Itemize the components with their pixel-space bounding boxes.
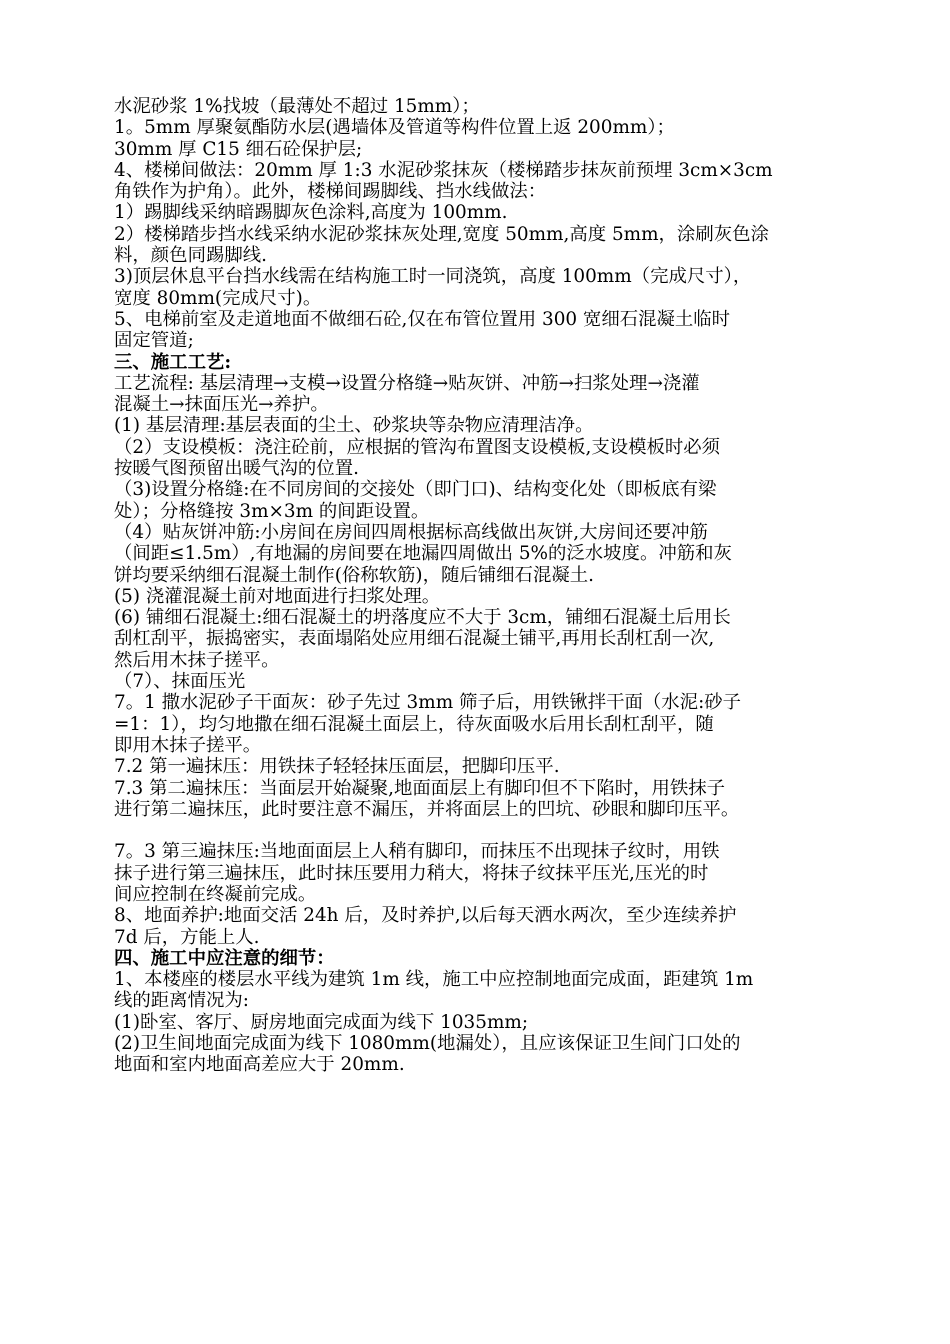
text-line: 按暖气图预留出暖气沟的位置. [114, 458, 359, 480]
text-line: 宽度 80mm(完成尺寸)。 [114, 287, 322, 309]
text-line: 30mm 厚 C15 细石砼保护层; [114, 138, 363, 160]
text-line: (1)卧室、客厅、厨房地面完成面为线下 1035mm; [114, 1011, 529, 1033]
text-line: 饼均要采纳细石混凝土制作(俗称软筋)，随后铺细石混凝土. [114, 564, 594, 586]
text-line: 7.2 第一遍抹压：用铁抹子轻轻抹压面层，把脚印压平. [114, 756, 560, 778]
text-line: （7）、抹面压光 [114, 671, 246, 693]
text-line: 1、本楼座的楼层水平线为建筑 1m 线，施工中应控制地面完成面，距建筑 1m [114, 969, 754, 991]
text-line: 工艺流程: 基层清理→支模→设置分格缝→贴灰饼、冲筋→扫浆处理→浇灌 [114, 372, 700, 394]
text-line: 然后用木抹子搓平。 [114, 649, 280, 671]
text-line: 间应控制在终凝前完成。 [114, 883, 317, 905]
text-line: 抹子进行第三遍抹压，此时抹压要用力稍大，将抹子纹抹平压光,压光的时 [114, 862, 709, 884]
text-line: 2）楼梯踏步挡水线采纳水泥砂浆抹灰处理,宽度 50mm,高度 5mm，涂刷灰色涂 [114, 223, 769, 245]
text-line: 即用木抹子搓平。 [114, 734, 262, 756]
text-line: 7。3 第三遍抹压:当地面面层上人稍有脚印，而抹压不出现抹子纹时，用铁 [114, 841, 720, 863]
document-page [114, 96, 876, 1076]
text-line: 7d 后，方能上人. [114, 926, 260, 948]
text-line: 5、电梯前室及走道地面不做细石砼,仅在布管位置用 300 宽细石混凝土临时 [114, 308, 731, 330]
text-line: （4）贴灰饼冲筋:小房间在房间四周根据标高线做出灰饼,大房间还要冲筋 [114, 521, 708, 543]
text-line: 4、楼梯间做法：20mm 厚 1:3 水泥砂浆抹灰（楼梯踏步抹灰前预埋 3cm×3cm [114, 159, 773, 181]
text-line: （2）支设模板：浇注砼前，应根据的管沟布置图支设模板,支设模板时必须 [114, 436, 721, 458]
text-line: 水泥砂浆 1%找坡（最薄处不超过 15mm）； [114, 96, 480, 117]
text-line: 7。1 撒水泥砂子干面灰：砂子先过 3mm 筛子后，用铁锹拌干面（水泥:砂子 [114, 692, 742, 714]
text-line: （间距≤1.5m）,有地漏的房间要在地漏四周做出 5%的泛水坡度。冲筋和灰 [114, 543, 732, 565]
text-line: 刮杠刮平，振捣密实，表面塌陷处应用细石混凝土铺平,再用长刮杠刮一次, [114, 628, 715, 650]
text-line: 固定管道; [114, 330, 194, 352]
text-line: 3)顶层休息平台挡水线需在结构施工时一同浇筑，高度 100mm（完成尺寸）， [114, 266, 752, 288]
text-line: (6) 铺细石混凝土:细石混凝土的坍落度应不大于 3cm，铺细石混凝土后用长 [114, 607, 731, 629]
text-line: (2)卫生间地面完成面为线下 1080mm(地漏处），且应该保证卫生间门口处的 [114, 1033, 741, 1055]
text-line: =1：1），均匀地撒在细石混凝土面层上，待灰面吸水后用长刮杠刮平，随 [114, 713, 714, 735]
text-line: （3)设置分格缝:在不同房间的交接处（即门口)、结构变化处（即板底有梁 [114, 479, 717, 501]
text-line: (1) 基层清理:基层表面的尘土、砂浆块等杂物应清理洁净。 [114, 415, 594, 437]
text-line: 料，颜色同踢脚线. [114, 245, 267, 267]
text-line: 混凝土→抹面压光→养护。 [114, 394, 329, 416]
text-line: 处）；分格缝按 3m×3m 的间距设置。 [114, 500, 430, 522]
text-line: 角铁作为护角）。此外，楼梯间踢脚线、挡水线做法： [114, 181, 547, 203]
blank-line [114, 820, 876, 841]
text-line: 地面和室内地面高差应大于 20mm. [114, 1054, 405, 1076]
text-line: 进行第二遍抹压，此时要注意不漏压，并将面层上的凹坑、砂眼和脚印压平。 [114, 798, 740, 820]
text-line: 1）踢脚线采纳暗踢脚灰色涂料,高度为 100mm. [114, 202, 508, 224]
text-line: 线的距离情况为: [114, 990, 249, 1012]
text-line: 7.3 第二遍抹压：当面层开始凝聚,地面面层上有脚印但不下陷时，用铁抹子 [114, 777, 726, 799]
section-heading: 四、施工中应注意的细节： [114, 947, 335, 969]
section-heading: 三、施工工艺: [114, 351, 232, 373]
text-line: 1。5mm 厚聚氨酯防水层(遇墙体及管道等构件位置上返 200mm）； [114, 117, 675, 139]
text-line: (5) 浇灌混凝土前对地面进行扫浆处理。 [114, 585, 441, 607]
text-line: 8、地面养护:地面交活 24h 后，及时养护,以后每天洒水两次，至少连续养护 [114, 905, 737, 927]
